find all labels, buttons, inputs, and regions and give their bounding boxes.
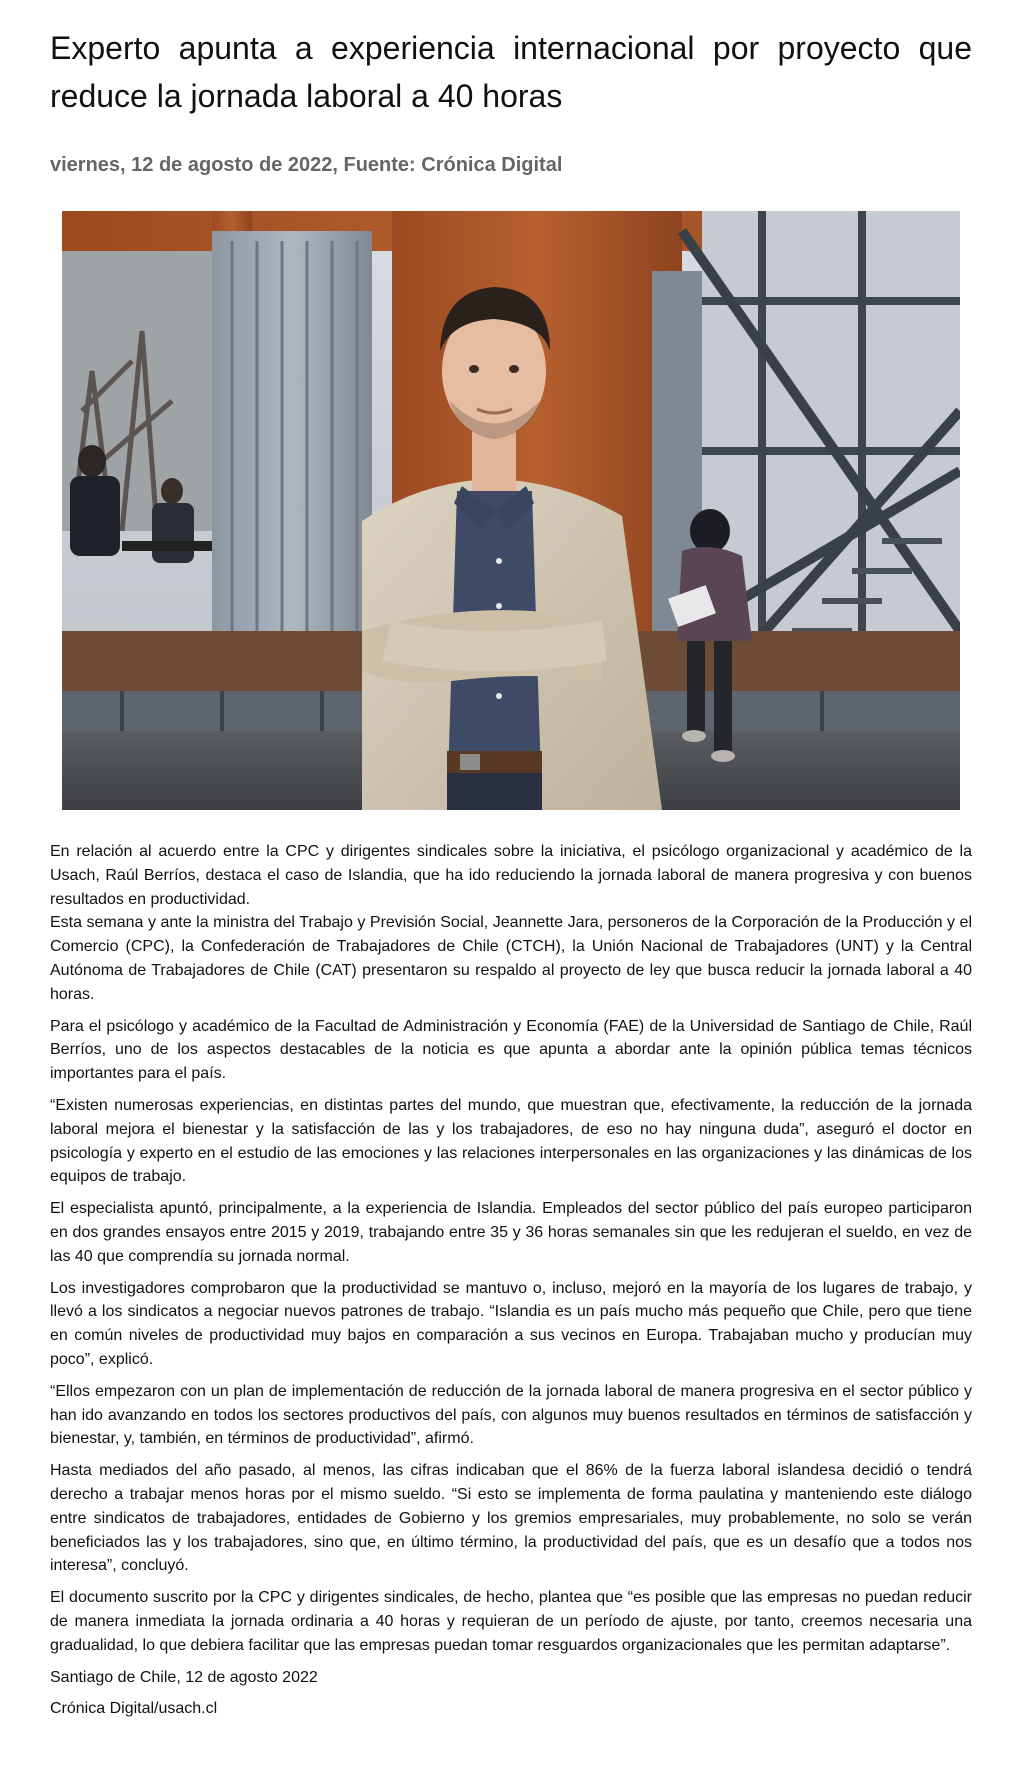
article-body (50, 840, 972, 1729)
article-paragraph: Esta semana y ante la ministra del Trabajo y Previsión Social, Jeannette Jara, personeros de la Corporación de la Producción y el Comercio (CPC), la Confederación de Trabajadores de Chile (CTCH), la Unión Nacional de Trabajadores (UNT) y la Central Autónoma de Trabajadores de Chile (CAT) presentaron su respaldo al proyecto de ley que busca reducir la jornada laboral a 40 horas. (50, 914, 972, 1003)
article-paragraph: En relación al acuerdo entre la CPC y dirigentes sindicales sobre la iniciativa, el psicólogo organizacional y académico de la Usach, Raúl Berríos, destaca el caso de Islandia, que ha ido reduciendo la jornada laboral de manera progresiva y con buenos resultados en productividad. (50, 843, 972, 908)
article-credit: Crónica Digital/usach.cl (50, 1700, 218, 1718)
article-photo (62, 211, 960, 810)
article-paragraph: El especialista apuntó, principalmente, a la experiencia de Islandia. Empleados del sector público del país europeo participaron en dos grandes ensayos entre 2015 y 2019, trabajando entre 35 y 36 horas semanales sin que les redujeran el sueldo, en vez de las 40 que comprendía su jornada normal. (50, 1200, 972, 1265)
article-paragraph: Para el psicólogo y académico de la Facultad de Administración y Economía (FAE) de la Universidad de Santiago de Chile, Raúl Berríos, uno de los aspectos destacables de la noticia es que apunta a abordar ante la opinión pública temas técnicos importantes para el país. (50, 1017, 972, 1083)
article-dateline: Santiago de Chile, 12 de agosto 2022 (50, 1668, 318, 1686)
article-paragraph: “Existen numerosas experiencias, en distintas partes del mundo, que muestran que, efectivamente, la reducción de la jornada laboral mejora el bienestar y la satisfacción de las y los trabajadores, de eso no hay ninguna duda”, aseguró el doctor en psicología y experto en el estudio de las emociones y las relaciones interpersonales en las organizaciones y las dinámicas de los equipos de trabajo. (50, 1096, 972, 1186)
article-paragraph: Los investigadores comprobaron que la productividad se mantuvo o, incluso, mejoró en la mayoría de los lugares de trabajo, y llevó a los sindicatos a negociar nuevos patrones de trabajo. “Islandia es un país mucho más pequeño que Chile, pero que tiene en común niveles de productividad muy bajos en comparación a sus vecinos en Europa. Trabajaban mucho y producían muy poco”, explicó. (50, 1279, 972, 1368)
article-paragraph: Hasta mediados del año pasado, al menos, las cifras indicaban que el 86% de la fuerza laboral islandesa decidió o tendrá derecho a trabajar menos horas por el mismo sueldo. “Si esto se implementa de forma paulatina y manteniendo este diálogo entre sindicatos de trabajadores, entidades de Gobierno y los gremios empresariales, muy probablemente, no solo se verán beneficiados las y los trabajadores, sino que, en último término, la productividad del país, que es un desafío que a todos nos interesa”, concluyó. (50, 1462, 972, 1575)
article-paragraph: El documento suscrito por la CPC y dirigentes sindicales, de hecho, plantea que “es posible que las empresas no puedan reducir de manera inmediata la jornada ordinaria a 40 horas y requieran de un período de ajuste, por tanto, creemos necesaria una gradualidad, lo que debiera facilitar que las empresas puedan tomar resguardos organizacionales que les permitan adaptarse”. (50, 1589, 972, 1654)
portrait-photo-illustration (62, 211, 960, 810)
article-title: Experto apunta a experiencia internacional por proyecto que reduce la jornada laboral a 40 horas (50, 30, 972, 114)
article-paragraph: “Ellos empezaron con un plan de implementación de reducción de la jornada laboral de manera progresiva en el sector público y han ido avanzando en todos los sectores productivos del país, con algunos muy buenos resultados en términos de satisfacción y bienestar, y, también, en términos de productividad”, afirmó. (50, 1382, 972, 1448)
article-date-source: viernes, 12 de agosto de 2022, Fuente: Crónica Digital (50, 154, 563, 176)
